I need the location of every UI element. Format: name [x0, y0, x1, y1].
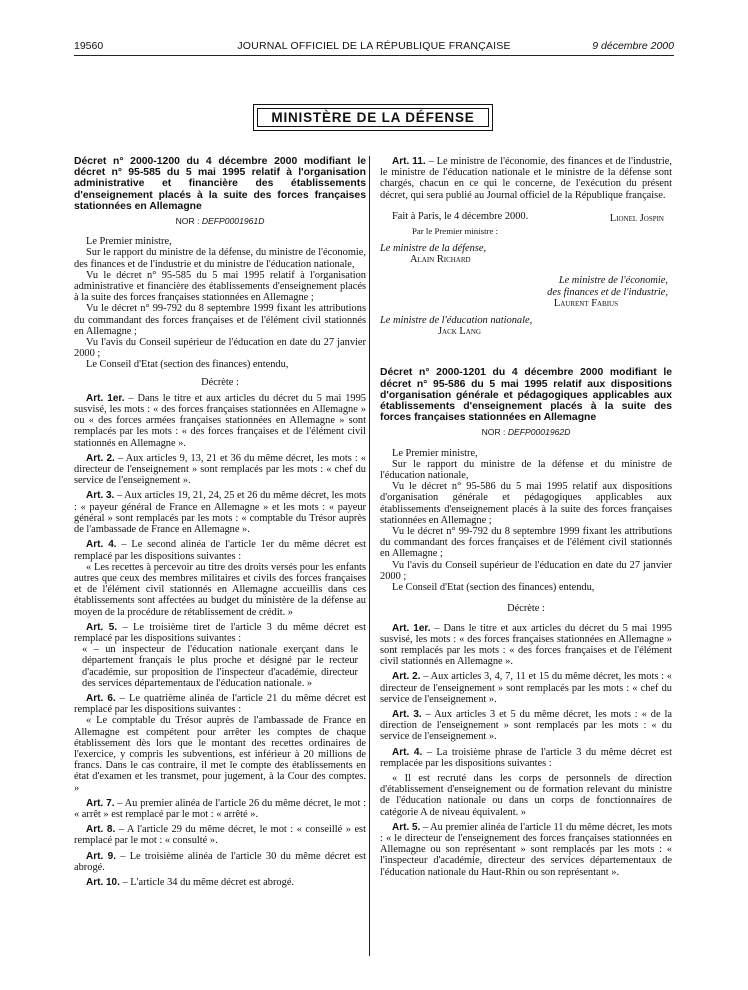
preamble-line: Le Premier ministre, [392, 447, 478, 459]
preamble-line: Vu l'avis du Conseil supérieur de l'éducation en date du 27 janvier 2000 ; [380, 559, 672, 582]
article-text: – Le troisième alinéa de l'article 30 du même décret est abrogé. [74, 850, 366, 873]
signatory-role: des finances et de l'industrie, [547, 286, 668, 298]
page-number: 19560 [74, 40, 104, 52]
journal-title: JOURNAL OFFICIEL DE LA RÉPUBLIQUE FRANÇAISE [237, 40, 511, 52]
signature-date-line [380, 211, 672, 224]
article-text: – Dans le titre et aux articles du décret du 5 mai 1995 susvisé, les mots : « des forces françaises stationnées en Allemagne » sont remplacés par les mots : « des forces françaises et de l'élément civil stationnés en Allemagne ». [380, 622, 672, 668]
article-label: Art. 2. [392, 671, 421, 683]
article [74, 622, 366, 644]
article [380, 671, 672, 705]
quoted-provision: « – un inspecteur de l'éducation nationale exerçant dans le département français le plus proche et désigné par le recteur d'académie, sur proposition de l'inspecteur d'académie, directeur des services départementaux de l'éducation nationale. » [82, 644, 358, 689]
article-label: Art. 3. [392, 708, 422, 720]
article [74, 798, 366, 820]
issue-date: 9 décembre 2000 [592, 40, 674, 52]
running-header [74, 40, 674, 56]
preamble-line: Le Conseil d'Etat (section des finances) entendu, [86, 359, 289, 371]
signature-economy [380, 275, 672, 309]
article-label: Art. 3. [86, 490, 115, 502]
article [74, 393, 366, 449]
article-label: Art. 5. [392, 821, 421, 833]
section-gap [380, 337, 672, 367]
article-text: – Le second alinéa de l'article 1er du même décret est remplacé par les dispositions suivantes : [74, 539, 366, 562]
signatory-name: Alain Richard [410, 254, 471, 266]
article-label: Art. 5. [86, 621, 118, 633]
left-column [74, 156, 366, 888]
preamble-line: Le Conseil d'Etat (section des finances) entendu, [392, 582, 595, 594]
nor-label: NOR : [175, 216, 200, 227]
preamble-line: Vu le décret n° 99-792 du 8 septembre 1999 fixant les attributions du commandant des forces françaises et de l'élément civil stationnés en Allemagne ; [74, 303, 366, 337]
preamble-line: Le Premier ministre, [86, 236, 172, 248]
article [380, 623, 672, 668]
decrete-heading: Décrète : [201, 376, 239, 388]
article [74, 693, 366, 715]
article-label: Art. 1er. [392, 622, 431, 634]
prime-minister-name: Lionel Jospin [609, 212, 664, 224]
preamble-line: Vu le décret n° 95-585 du 5 mai 1995 relatif à l'organisation administrative et financière des établissements d'enseignement placés à la suite des forces françaises stationnées en Allemagne ; [74, 269, 366, 304]
preamble-line: Vu le décret n° 95-586 du 5 mai 1995 relatif aux dispositions d'organisation générale et pédagogiques applicables aux établissements d'enseignement placés à la suite des forces françaises stationnées en Allemagne ; [380, 481, 672, 526]
signatory-name: Laurent Fabius [553, 297, 618, 309]
signatory-role: Le ministre de la défense, [380, 243, 487, 255]
article-text: – Dans le titre et aux articles du décret du 5 mai 1995 susvisé, les mots : « des forces françaises stationnées en Allemagne » ou « des forces armées françaises stationnées en Allemagne » sont remplacés par les mots : « des forces françaises et de l'élément civil stationnés en Allemagne ». [74, 392, 366, 449]
ministry-title: MINISTÈRE DE LA DÉFENSE [257, 108, 489, 127]
quoted-provision: « Le comptable du Trésor auprès de l'ambassade de France en Allemagne est compétent pour arrêter les comptes de chaque établissement dès lors que le montant des recettes ordinaires de l'exercice, y compris les subventions, est inférieur à 20 millions de francs. Dans le cas contraire, il met le compte des établissements en état d'examen et les transmet, pour jugement, à la Cour des comptes. » [74, 715, 366, 794]
signature-education [380, 315, 672, 337]
article-text: – Le troisième tiret de l'article 3 du même décret est remplacé par les dispositions suivantes : [74, 621, 366, 644]
decree2-nor [380, 427, 672, 438]
article [380, 709, 672, 743]
article-text: – A l'article 29 du même décret, le mot : « conseillé » est remplacé par le mot : « consulté ». [74, 824, 366, 847]
article [380, 747, 672, 769]
article-text: – Aux articles 3, 4, 7, 11 et 15 du même décret, les mots : « directeur de l'enseignement » sont remplacés par les mots : « chef du service de l'enseignement ». [380, 671, 672, 705]
right-column [380, 156, 672, 878]
par-le-premier-ministre: Par le Premier ministre : [412, 225, 498, 236]
article [74, 490, 366, 535]
article-label: Art. 8. [86, 824, 116, 836]
article [380, 822, 672, 878]
article-label: Art. 9. [86, 850, 116, 862]
article-label: Art. 7. [86, 797, 115, 809]
article [74, 539, 366, 561]
decree1-title: Décret n° 2000-1200 du 4 décembre 2000 modifiant le décret n° 95-585 du 5 mai 1995 relatif à l'organisation administrative et financière des établissements d'enseignement placés à la suite des forces françaises stationnées en Allemagne [74, 156, 366, 212]
header-rule [74, 55, 674, 56]
signatory-name: Jack Lang [438, 326, 481, 338]
article [74, 824, 366, 846]
article-text: – Aux articles 19, 21, 24, 25 et 26 du même décret, les mots : « payeur général de France en Allemagne » et les mots : « payeur général » sont remplacés par les mots : « comptable du Trésor auprès de l'ambassade de France en Allemagne ». [74, 490, 366, 536]
article [74, 453, 366, 487]
article-label: Art. 10. [86, 876, 120, 888]
preamble-line: Vu l'avis du Conseil supérieur de l'éducation en date du 27 janvier 2000 ; [74, 337, 366, 360]
article-label: Art. 11. [392, 156, 426, 167]
article-text: – La troisième phrase de l'article 3 du même décret est remplacée par les dispositions suivantes : [380, 746, 672, 769]
nor-label: NOR : [481, 427, 506, 438]
signature-defense [380, 243, 672, 265]
article-text: – Aux articles 9, 13, 21 et 36 du même décret, les mots : « directeur de l'enseignement » sont remplacés par les mots : « chef du service de l'enseignement ». [74, 452, 366, 487]
article-label: Art. 1er. [86, 392, 125, 404]
signatory-role: Le ministre de l'économie, [558, 275, 668, 287]
article-text: – Au premier alinéa de l'article 11 du même décret, les mots : « le directeur de l'enseignement des forces françaises stationnées en Allemagne ou son représentant » sont remplacés par les mots : « l'inspecteur d'académie, directeur des services départementaux de l'éducation nationale du Haut-Rhin ou son représentant ». [380, 821, 672, 878]
article [74, 877, 366, 888]
preamble-line: Sur le rapport du ministre de la défense, du ministre de l'économie, des finances et de l'industrie et du ministre de l'éducation nationale, [74, 247, 366, 270]
article-label: Art. 6. [86, 692, 116, 704]
article-text: – Aux articles 3 et 5 du même décret, les mots : « de la direction de l'enseignement » sont remplacés par les mots : « du service de l'enseignement ». [380, 708, 672, 743]
article-label: Art. 4. [86, 539, 117, 551]
signatory-role: Le ministre de l'éducation nationale, [380, 315, 533, 327]
preamble-line: Sur le rapport du ministre de la défense et du ministre de l'éducation nationale, [380, 458, 672, 482]
quoted-provision: « Il est recruté dans les corps de personnels de direction d'établissement d'enseignement ou de formation relevant du ministre de l'éducation nationale ou dans un corps de fonctionnaires de catégorie A de niveau équivalent. » [380, 772, 672, 818]
ministry-box [253, 104, 493, 131]
article [74, 851, 366, 873]
decrete-heading: Décrète : [507, 603, 545, 615]
article-text: – Le ministre de l'économie, des finances et de l'industrie, le ministre de l'éducation nationale et le ministre de la défense sont chargés, chacun en ce qui le concerne, de l'exécution du présent décret, qui sera publié au Journal officiel de la République française. [380, 156, 672, 201]
article-text: – Le quatrième alinéa de l'article 21 du même décret est remplacé par les dispositions suivantes : [74, 692, 366, 716]
article-label: Art. 2. [86, 452, 115, 464]
article [380, 156, 672, 201]
fait-a-paris: Fait à Paris, le 4 décembre 2000. [392, 210, 529, 222]
column-divider [369, 156, 370, 956]
quoted-provision: « Les recettes à percevoir au titre des droits versés pour les enfants autres que ceux des membres militaires et civils des forces françaises et de l'élément civil stationnés en Allemagne accueillis dans ces établissements sont affectées au budget du ministère de la défense au moyen de la procédure de rétablissement de crédit. » [74, 561, 366, 618]
preamble-line: Vu le décret n° 99-792 du 8 septembre 1999 fixant les attributions du commandant des forces françaises et de l'élément civil stationnés en Allemagne ; [380, 526, 672, 560]
decree2-title: Décret n° 2000-1201 du 4 décembre 2000 modifiant le décret n° 95-586 du 5 mai 1995 relatif aux dispositions d'organisation générale et pédagogiques applicables aux établissements d'enseignement placés à la suite des forces françaises stationnées en Allemagne [380, 367, 672, 424]
article-text: – L'article 34 du même décret est abrogé. [122, 876, 295, 888]
nor-code: DEFP0001961D [201, 216, 265, 227]
article-text: – Au premier alinéa de l'article 26 du même décret, le mot : « arrêt » est remplacé par le mot : « arrêté ». [74, 797, 366, 820]
decree1-nor [74, 216, 366, 227]
nor-code: DEFP0001962D [507, 427, 571, 438]
article-label: Art. 4. [392, 746, 423, 758]
